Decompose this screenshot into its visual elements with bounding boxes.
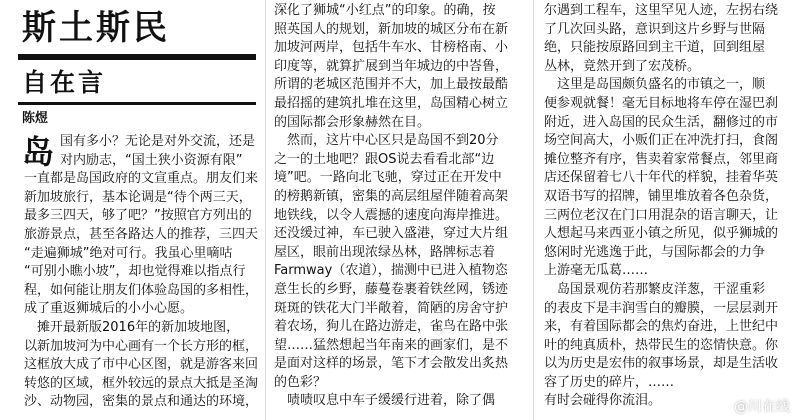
text-line: 程，如何能让朋友们体验岛国的多相性，	[24, 282, 258, 298]
text-line: 场空间高大，小贩们正在冲洗打扫，食阁	[544, 133, 779, 149]
text-line: 来，有着国际都会的焦灼奋进，上世纪中	[544, 319, 779, 335]
text-line: 境”吧。一路向北飞驰，穿过正在开发中	[274, 170, 502, 186]
text-line: 的榜鹅新镇，密集的高层组屋伴随着高架	[274, 188, 509, 204]
text-line: 所谓的老城区范围并不大，加上最按最酷	[274, 77, 509, 93]
text-line: 望……猛然想起当年南来的画家们，是不	[274, 337, 509, 353]
text-line: 以新加坡河为中心画有一个长方形的框，	[24, 338, 258, 354]
text-line: 一直都是岛国政府的文宣重点。朋友们来	[24, 171, 258, 187]
text-line: 的表皮下是丰润雪白的瓣膜，一层层剥开	[544, 300, 779, 316]
text-line: 有时会碰得你流泪。	[544, 393, 662, 409]
text-line: 人想起马来西亚小镇之所见，似乎狮城的	[544, 226, 779, 242]
text-line: 容了历史的碎片，……	[544, 374, 675, 390]
text-line: 之一的土地吧？跟OS说去看看北部“边	[274, 151, 495, 167]
text-line: 上游毫无瓜葛……	[544, 263, 649, 279]
column-divider	[533, 0, 534, 420]
text-line: 旅游景点，甚至各路达人的推荐，三四天	[24, 226, 258, 242]
text-line: 屋区，眼前出现浓绿丛林，路牌标志着	[274, 244, 496, 260]
text-line: 这里是岛国颇负盛名的市镇之一，顺	[544, 77, 766, 93]
text-line: 绝，只能按原路回到主干道，回到组屋	[544, 40, 766, 56]
body-text-column-2	[274, 2, 524, 411]
text-line: 岛国景观仿若那繁皮洋葱，干涩重彩	[544, 281, 766, 297]
column-1-lines	[24, 133, 258, 412]
text-line: “走遍狮城”绝对可行。我虽心里嘀咕	[24, 245, 233, 261]
text-line: 摊位整齐有序，售卖着家常餐点，邻里商	[544, 151, 779, 167]
text-line: 三两位老汉在门口用混杂的语言聊天，让	[544, 207, 779, 223]
text-line: Farmway（农道），揣测中已进入植物恣	[274, 263, 508, 279]
watermark: @川在线	[734, 399, 790, 415]
text-line: 尔遇到工程车，这里罕见人迹，左拐右绕	[544, 3, 779, 18]
column-subtitle: 自在言	[22, 68, 107, 97]
text-line: 了几次回头路，意识到这片乡野与世隔	[544, 21, 766, 37]
text-line: 店还保留着七八十年代的样貌，挂着华英	[544, 170, 779, 186]
text-line: 成了重返狮城后的小小心愿。	[24, 301, 194, 317]
author-byline: 陈煜	[22, 111, 49, 126]
text-line: 照英国人的规划，新加坡的城区分布在新	[274, 21, 509, 37]
text-line: 是面对这样的场景，笔下才会散发出炙热	[274, 356, 509, 372]
body-text-column-3	[544, 2, 794, 411]
text-line: 着农场，狗儿在路边游走，雀鸟在路中张	[274, 319, 509, 335]
text-line: 叶的纯真质朴，热带民生的恣情快意。你	[544, 337, 779, 353]
column-2	[268, 0, 530, 420]
text-line: 啧啧叹息中车子缓缓行进着，除了偶	[274, 393, 496, 409]
column-1	[0, 0, 262, 420]
text-line: 便参观就餐！毫无目标地将车停在湿巴刹	[544, 95, 779, 111]
text-line: 然而，这片中心区只是岛国不到20分	[274, 133, 499, 149]
text-line: 还没缓过神，车已驶入盛港，穿过大片组	[274, 226, 509, 242]
column-divider	[265, 0, 266, 420]
text-line: 以为历史是宏伟的叙事场景，却是生活收	[544, 356, 779, 372]
text-line: 斑斑的铁花大门半敞着，简陋的房舍守护	[274, 300, 509, 316]
text-line: 地铁线，以令人震撼的速度向海岸推进。	[274, 207, 509, 223]
text-line: 国有多小？无论是对外交流，还是	[60, 134, 256, 149]
text-line: 摊开最新版2016年的新加坡地图，	[24, 319, 240, 335]
body-text-column-1	[24, 133, 258, 412]
drop-cap: 岛	[22, 133, 55, 171]
text-line: “可别小瞧小坡”，却也觉得难以指点行	[24, 264, 246, 280]
text-line: 沙、动物园，密集的景点和通达的环境，	[24, 394, 258, 410]
text-line: 丛林，竟然开到了宏茂桥。	[544, 58, 701, 74]
text-line: 加坡河两岸，包括牛车水、甘榜格南、小	[274, 40, 509, 56]
text-line: 悠闲时光逃逸于此，与国际都会的力争	[544, 244, 766, 260]
text-line: 印度等，就算扩展到当年城边的中峇鲁，	[274, 58, 509, 74]
text-line: 双语书写的招牌，铺里堆放着各色杂货，	[544, 188, 779, 204]
text-line: 转悠的区域，框外较远的景点大抵是圣淘	[24, 375, 258, 391]
text-line: 深化了狮城“小红点”的印象。的确，按	[274, 3, 496, 18]
subtitle-rule	[18, 102, 256, 105]
column-3	[536, 0, 800, 420]
text-line: 这框放大成了市中心区图，就是游客来回	[24, 357, 258, 373]
text-line: 新加坡旅行，基本论调是“待个两三天，	[24, 189, 252, 205]
text-line: 意生长的乡野，藤蔓卷裹着铁丝网，锈迹	[274, 281, 509, 297]
text-line: 附近，进入岛国的民众生活，翻修过的市	[544, 114, 779, 130]
title-rule	[18, 54, 256, 60]
text-line: 的色彩？	[274, 374, 327, 390]
text-line: 最招摇的建筑扎堆在这里，岛国精心树立	[274, 95, 509, 111]
column-title: 斯土斯民	[22, 8, 170, 48]
text-line: 最多三四天，够了吧？”按照官方列出的	[24, 208, 252, 224]
text-line: 对内励志，“国土狭小资源有限”	[60, 152, 243, 168]
text-line: 的国际都会形象赫然在目。	[274, 114, 431, 130]
